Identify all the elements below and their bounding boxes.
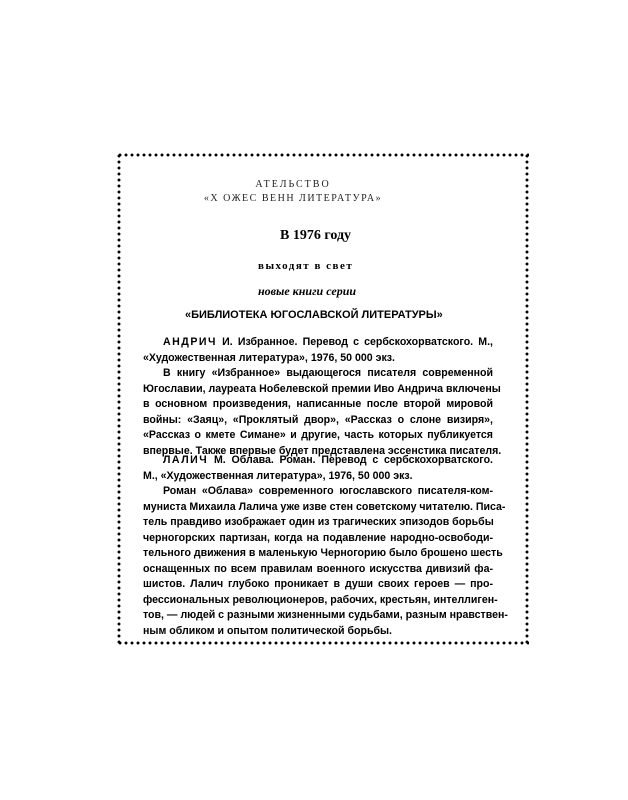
series-title: «БИБЛИОТЕКА ЮГОСЛАВСКОЙ ЛИТЕРАТУРЫ» — [185, 309, 443, 321]
description-line: впервые. Также впервые будет представлена эссенстика писателя. — [143, 444, 502, 457]
description-line: тов, — людей с разными жизненными судьбами, разным нравствен- — [143, 609, 508, 621]
book-author: АНДРИЧ — [163, 336, 217, 348]
description-line: «Рассказ о кмете Симане» и другие, часть которых публикуется — [143, 429, 493, 441]
book-citation-line2: «Художественная литература», 1976, 50 000 экз. — [143, 351, 395, 364]
publisher-name-line1: АТЕЛЬСТВО — [255, 179, 331, 190]
book-citation — [143, 453, 493, 469]
border-left — [117, 153, 121, 645]
release-heading: выходят в свет — [258, 260, 354, 272]
description-line: фессиональных революционеров, рабочих, крестьян, интеллиген- — [143, 593, 498, 606]
description-line: тельного движения в маленькую Черногорию было брошено шесть — [143, 547, 503, 559]
description-line: Югославии, лауреата Нобелевской премии Иво Андрича включены — [143, 382, 501, 395]
description-line: Роман «Облава» современного югославского писателя-ком- — [163, 485, 493, 497]
book-entry-lalich — [143, 453, 508, 639]
description-line: ным обликом и опытом политической борьбы. — [143, 624, 392, 637]
book-author: ЛАЛИЧ — [163, 454, 209, 466]
book-citation-rest: М. Облава. Роман. Перевод с сербскохорватского. — [213, 454, 493, 466]
year-heading: В 1976 году — [280, 228, 352, 243]
book-citation-line2: М., «Художественная литература», 1976, 50 000 экз. — [143, 469, 413, 482]
book-citation — [143, 335, 493, 351]
book-entry-andrich — [143, 335, 502, 459]
description-line: муниста Михаила Лалича уже изве стен советскому читателю. Писа- — [143, 500, 506, 513]
border-top — [117, 153, 529, 157]
description-line: тель правдиво изображает один из трагических эпизодов борьбы — [143, 516, 494, 528]
description-line: оснащенных по всем правилам военного искусства дивизий фа- — [143, 562, 493, 575]
announcement-content — [143, 178, 508, 637]
book-citation-rest: И. Избранное. Перевод с сербскохорватского. М., — [222, 336, 493, 348]
border-right — [525, 153, 529, 645]
new-books-heading: новые книги серии — [258, 284, 357, 298]
description-line: В книгу «Избранное» выдающегося писателя современной — [163, 367, 493, 379]
description-line: войны: «Заяц», «Проклятый двор», «Рассказ о слоне визиря», — [143, 413, 493, 426]
publisher-name-line2: «Х ОЖЕС ВЕНН ЛИТЕРАТУРА» — [203, 193, 383, 204]
description-line: шистов. Лалич глубоко проникает в души своих героев — про- — [143, 578, 493, 590]
description-line: в основном произведения, написанные после второй мировой — [143, 398, 493, 410]
description-line: черногорских партизан, когда на подавление народно-освободи- — [143, 531, 493, 544]
border-bottom — [117, 641, 529, 645]
